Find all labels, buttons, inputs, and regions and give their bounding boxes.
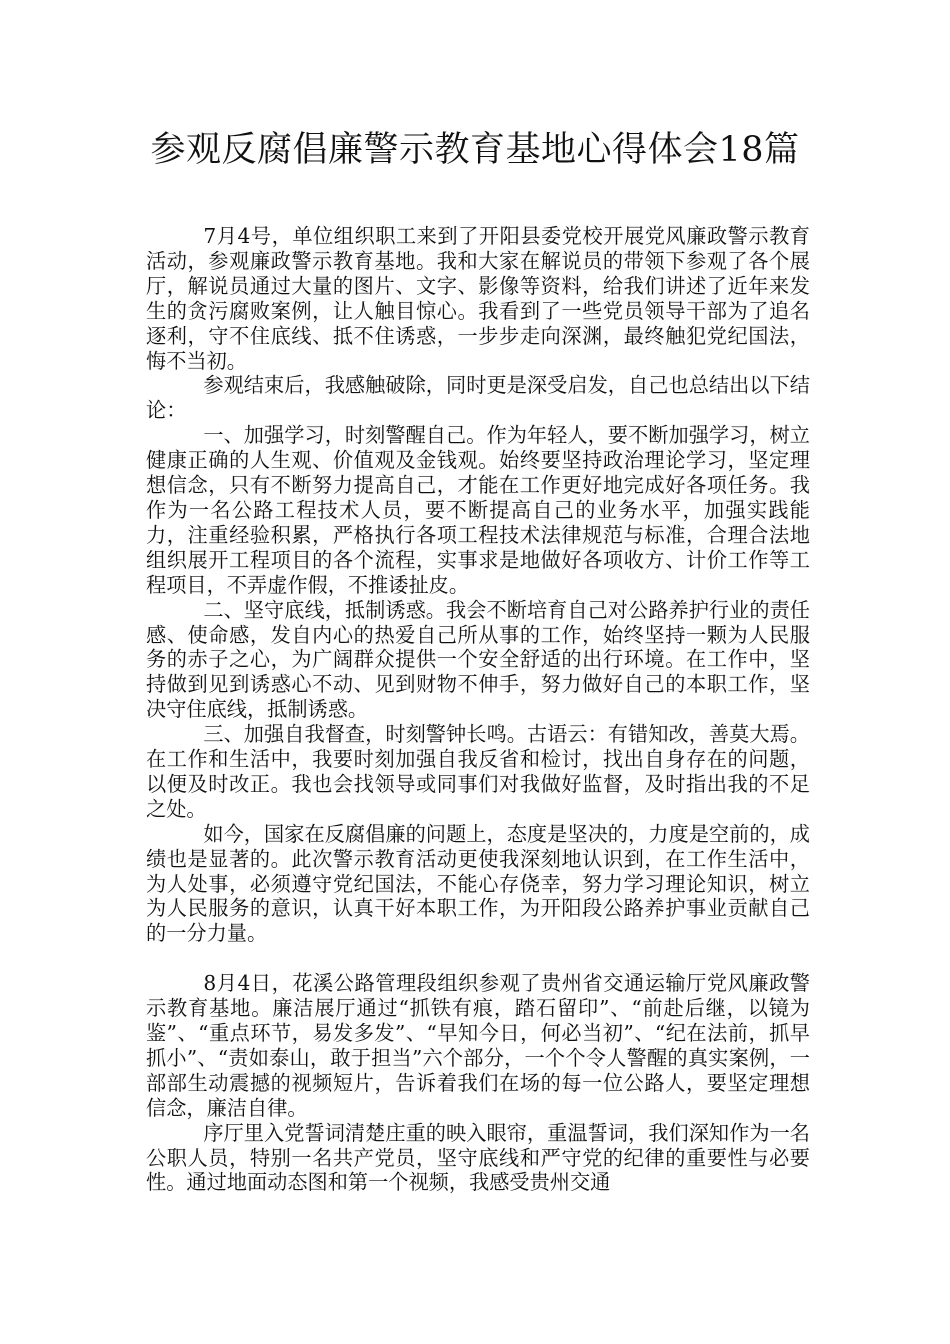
section-spacer xyxy=(146,946,810,971)
document-body xyxy=(146,224,810,1195)
paragraph: 三、加强自我督查，时刻警钟长鸣。古语云：有错知改，善莫大焉。在工作和生活中，我要时刻加强自我反省和检讨，找出自身存在的问题，以便及时改正。我也会找领导或同事们对我做好监督，及时指出我的不足之处。 xyxy=(146,722,810,821)
document-title: 参观反腐倡廉警示教育基地心得体会18篇 xyxy=(150,130,800,170)
paragraph: 如今，国家在反腐倡廉的问题上，态度是坚决的，力度是空前的，成绩也是显著的。此次警示教育活动更使我深刻地认识到，在工作生活中，为人处事，必须遵守党纪国法，不能心存侥幸，努力学习理论知识，树立为人民服务的意识，认真干好本职工作，为开阳段公路养护事业贡献自己的一分力量。 xyxy=(146,821,810,946)
paragraph: 参观结束后，我感触破除，同时更是深受启发，自己也总结出以下结论： xyxy=(146,373,810,423)
paragraph: 序厅里入党誓词清楚庄重的映入眼帘，重温誓词，我们深知作为一名公职人员，特别一名共产党员，坚守底线和严守党的纪律的重要性与必要性。通过地面动态图和第一个视频，我感受贵州交通 xyxy=(146,1120,810,1195)
paragraph: 二、坚守底线，抵制诱惑。我会不断培育自己对公路养护行业的责任感、使命感，发自内心的热爱自己所从事的工作，始终坚持一颗为人民服务的赤子之心，为广阔群众提供一个安全舒适的出行环境。在工作中，坚持做到见到诱惑心不动、见到财物不伸手，努力做好自己的本职工作，坚决守住底线，抵制诱惑。 xyxy=(146,597,810,722)
paragraph: 7月4号，单位组织职工来到了开阳县委党校开展党风廉政警示教育活动，参观廉政警示教育基地。我和大家在解说员的带领下参观了各个展厅，解说员通过大量的图片、文字、影像等资料，给我们讲述了近年来发生的贪污腐败案例，让人触目惊心。我看到了一些党员领导干部为了追名逐利，守不住底线、抵不住诱惑，一步步走向深渊，最终触犯党纪国法，悔不当初。 xyxy=(146,224,810,373)
paragraph: 8月4日，花溪公路管理段组织参观了贵州省交通运输厅党风廉政警示教育基地。廉洁展厅通过“抓铁有痕，踏石留印”、“前赴后继，以镜为鉴”、“重点环节，易发多发”、“早知今日，何必当初”、“纪在法前，抓早抓小”、“责如泰山，敢于担当”六个部分，一个个令人警醒的真实案例，一部部生动震撼的视频短片，告诉着我们在场的每一位公路人，要坚定理想信念，廉洁自律。 xyxy=(146,971,810,1120)
paragraph: 一、加强学习，时刻警醒自己。作为年轻人，要不断加强学习，树立健康正确的人生观、价值观及金钱观。始终要坚持政治理论学习，坚定理想信念，只有不断努力提高自己，才能在工作更好地完成好各项任务。我作为一名公路工程技术人员，要不断提高自己的业务水平，加强实践能力，注重经验积累，严格执行各项工程技术法律规范与标准，合理合法地组织展开工程项目的各个流程，实事求是地做好各项收方、计价工作等工程项目，不弄虚作假，不推诿扯皮。 xyxy=(146,423,810,597)
